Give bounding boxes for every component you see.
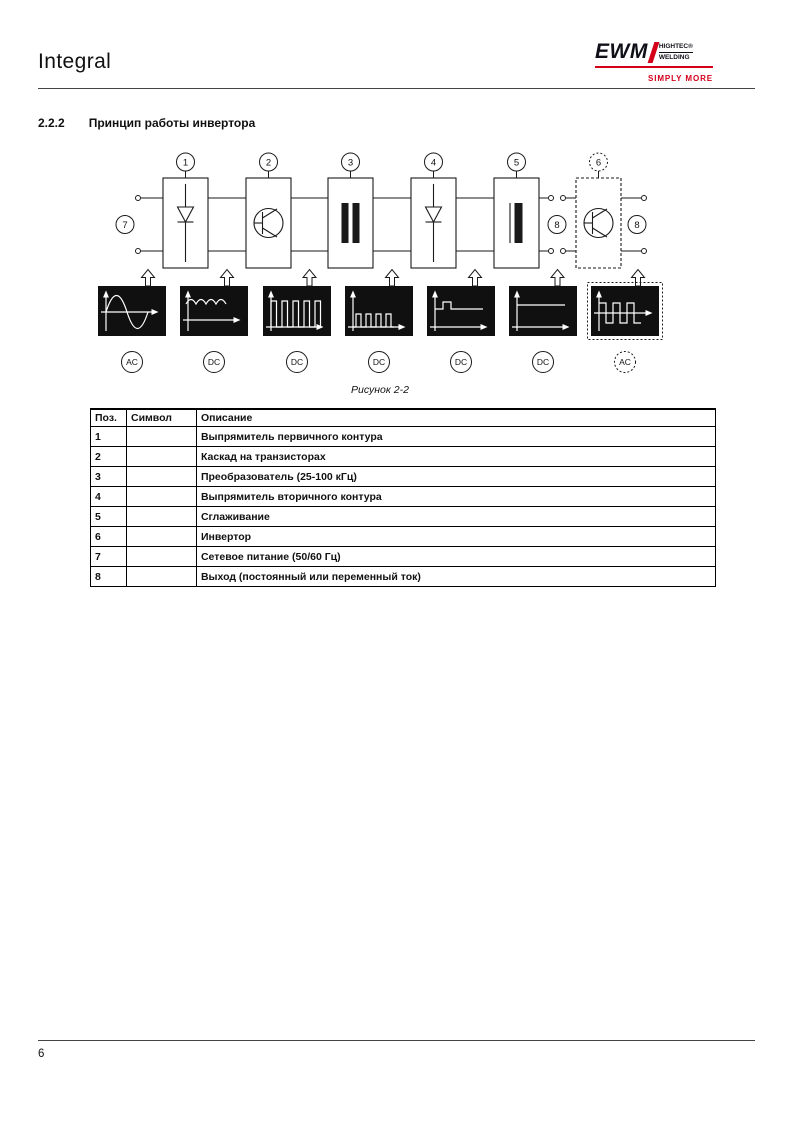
wave-label-ac-in: AC [126, 357, 138, 367]
waveform-box-ac-in [98, 286, 166, 336]
page-title: Integral [38, 50, 112, 73]
block-number-5: 5 [513, 157, 520, 169]
symbol-cell [126, 547, 196, 567]
inverter-box [576, 178, 621, 268]
desc-cell: Выход (постоянный или переменный ток) [196, 567, 715, 587]
symbol-cell [126, 427, 196, 447]
col-header-symbol: Символ [126, 409, 196, 427]
table-row [91, 547, 716, 567]
symbol-cell [126, 467, 196, 487]
symbol-cell [126, 507, 196, 527]
block-number-3: 3 [347, 157, 354, 169]
table-row [91, 507, 716, 527]
wave-label-dc-1: DC [207, 357, 221, 367]
wave-label-dc-5: DC [536, 357, 550, 367]
desc-cell: Сетевое питание (50/60 Гц) [196, 547, 715, 567]
waveform-box-pulses [345, 286, 413, 336]
converter-box [328, 178, 373, 268]
section-title: Принцип работы инвертора [88, 116, 256, 130]
legend-table-wrap [90, 408, 716, 587]
pos-cell: 7 [91, 547, 127, 567]
pos-cell: 5 [91, 507, 127, 527]
col-header-desc: Описание [196, 409, 715, 427]
wave-label-ac-out: AC [619, 357, 631, 367]
table-row [91, 467, 716, 487]
waveform-box-smooth-dc [509, 286, 577, 336]
desc-cell: Выпрямитель первичного контура [196, 427, 715, 447]
table-row [91, 447, 716, 467]
block-number-1: 1 [182, 157, 189, 169]
waveform-pointer-arrows [142, 270, 645, 287]
symbol-cell [126, 567, 196, 587]
desc-cell: Инвертор [196, 527, 715, 547]
col-header-pos: Поз. [91, 409, 127, 427]
ewm-logo [595, 40, 713, 83]
waveform-boxes [98, 283, 663, 340]
section-heading [38, 116, 255, 130]
pos-cell: 1 [91, 427, 127, 447]
figure-caption: Рисунок 2-2 [351, 384, 409, 396]
symbol-cell [126, 487, 196, 507]
desc-cell: Выпрямитель вторичного контура [196, 487, 715, 507]
logo-slash-icon [647, 42, 659, 63]
table-row [91, 427, 716, 447]
logo-tagline: SIMPLY MORE [647, 74, 713, 83]
figure-2-2 [90, 146, 760, 406]
logo-brand-text: EWM [595, 40, 648, 63]
desc-cell: Сглаживание [196, 507, 715, 527]
block-number-labels [183, 158, 601, 169]
block-number-6: 6 [595, 157, 602, 169]
wave-labels [126, 357, 631, 367]
table-header-row [91, 409, 716, 427]
waveform-box-ac-out [591, 286, 659, 336]
logo-hightec-text: HIGHTEC® [659, 42, 693, 52]
pos-cell: 4 [91, 487, 127, 507]
desc-cell: Каскад на транзисторах [196, 447, 715, 467]
output-number-8-mid: 8 [554, 220, 560, 231]
pos-cell: 2 [91, 447, 127, 467]
block-number-callouts [177, 153, 608, 178]
pos-cell: 8 [91, 567, 127, 587]
legend-table [90, 408, 716, 587]
table-row [91, 567, 716, 587]
waveform-box-rectified [180, 286, 248, 336]
logo-row [595, 40, 713, 64]
wave-label-dc-2: DC [290, 357, 304, 367]
wire-terminals [136, 196, 647, 254]
pos-cell: 6 [91, 527, 127, 547]
wave-label-dc-4: DC [454, 357, 468, 367]
pos-cell: 3 [91, 467, 127, 487]
inverter-block-diagram [90, 146, 760, 401]
wave-label-dc-3: DC [372, 357, 386, 367]
symbol-cell [126, 527, 196, 547]
page-number: 6 [38, 1048, 45, 1060]
header-divider [38, 88, 755, 89]
output-number-8-right: 8 [634, 220, 640, 231]
logo-welding-text: WELDING [658, 53, 690, 61]
section-number: 2.2.2 [38, 116, 65, 130]
table-row [91, 527, 716, 547]
block-number-4: 4 [430, 157, 437, 169]
desc-cell: Преобразователь (25-100 кГц) [196, 467, 715, 487]
block-number-2: 2 [265, 157, 272, 169]
logo-text-stack [659, 42, 693, 62]
waveform-box-ripple-dc [427, 286, 495, 336]
logo-red-rule [595, 66, 713, 68]
input-number-7: 7 [122, 220, 128, 231]
table-row [91, 487, 716, 507]
transistor-stage-box [246, 178, 291, 268]
footer-divider [38, 1040, 755, 1041]
symbol-cell [126, 447, 196, 467]
